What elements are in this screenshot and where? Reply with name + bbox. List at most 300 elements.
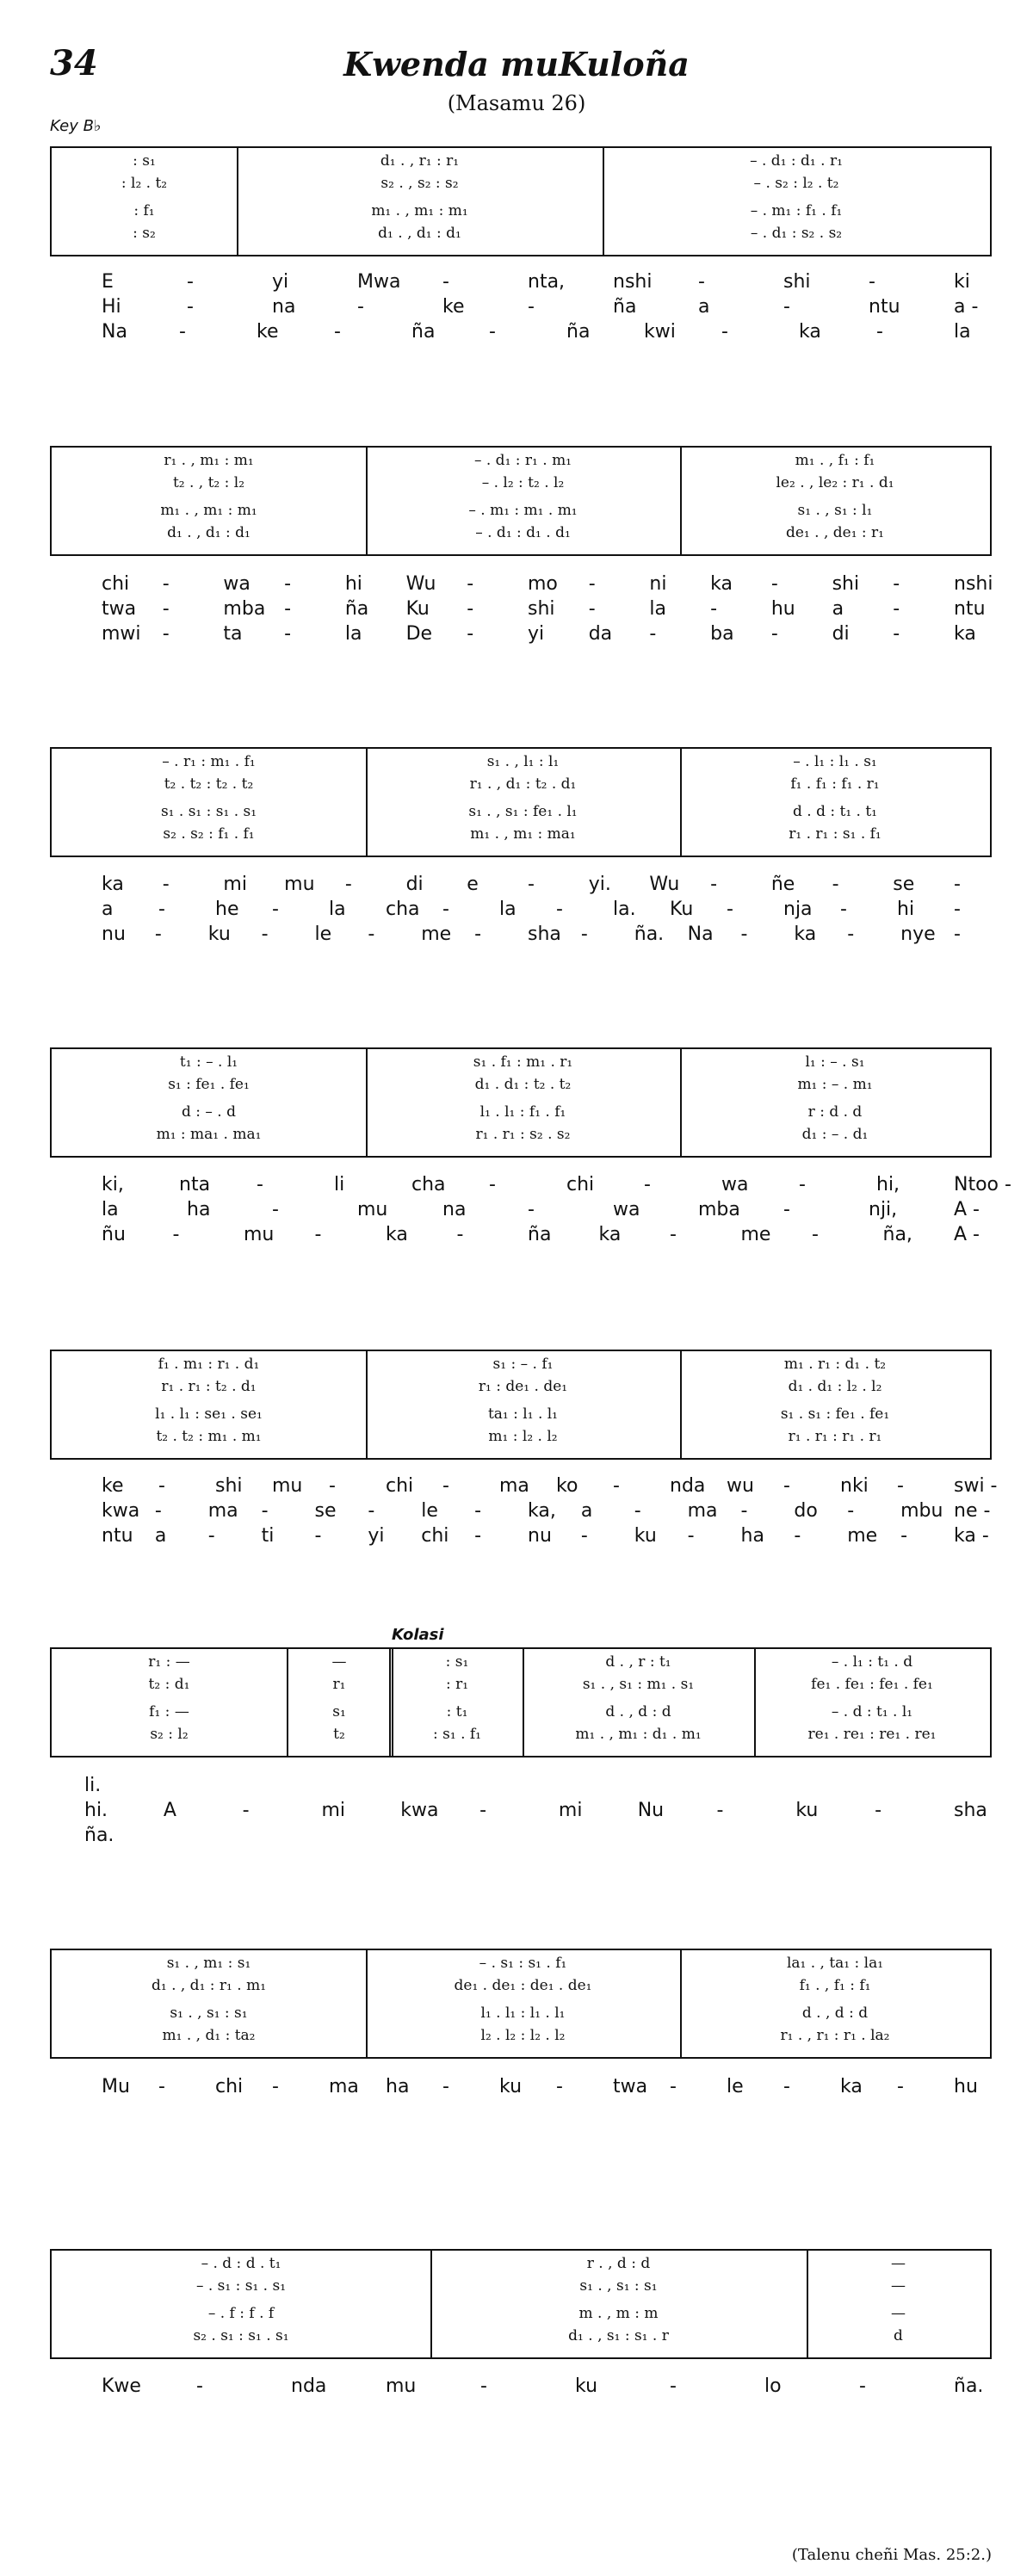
- lyric-syllable: -: [783, 1475, 790, 1497]
- music-system: [50, 1647, 992, 1757]
- lyric-syllable: sha: [528, 924, 561, 945]
- solfa-measure: r₁ : —: [148, 1653, 190, 1671]
- solfa-measure: l₁ : – . s₁: [805, 1053, 865, 1071]
- lyric-line: [50, 294, 992, 319]
- lyric-syllable: wa: [223, 573, 251, 595]
- solfa-measure: s₂ . s₁ : s₁ . s₁: [193, 2327, 289, 2344]
- solfa-measure: r₁: [332, 1676, 346, 1693]
- lyric-syllable: yi: [272, 271, 289, 293]
- lyrics-block: [50, 571, 992, 646]
- lyric-syllable: wu: [727, 1475, 754, 1497]
- lyric-syllable: -: [474, 1525, 482, 1547]
- solfa-measure: s₁ . , s₁ : m₁ . s₁: [582, 1676, 695, 1693]
- solfa-measure: fe₁ . fe₁ : fe₁ . fe₁: [811, 1676, 933, 1693]
- lyric-syllable: -: [716, 1800, 724, 1821]
- lyric-syllable: -: [344, 874, 352, 895]
- solfa-measure: : s₁: [133, 152, 156, 170]
- lyric-syllable: -: [721, 321, 728, 343]
- solfa-measure: de₁ . , de₁ : r₁: [785, 524, 885, 541]
- lyric-syllable: nja: [783, 899, 813, 920]
- lyric-syllable: shi: [832, 573, 860, 595]
- lyric-syllable: he: [215, 899, 239, 920]
- lyric-syllable: -: [196, 2375, 203, 2397]
- lyric-syllable: Na: [102, 321, 127, 343]
- lyric-syllable: ku: [634, 1525, 657, 1547]
- solfa-measure: m₁ . , m₁ : d₁ . m₁: [575, 1726, 702, 1743]
- lyric-syllable: -: [556, 2076, 563, 2097]
- lyric-syllable: -: [859, 2375, 866, 2397]
- lyric-syllable: -: [489, 321, 496, 343]
- lyric-syllable: ntu: [102, 1525, 133, 1547]
- lyric-syllable: shi: [783, 271, 811, 293]
- solfa-measure: m₁ : – . m₁: [797, 1076, 873, 1093]
- lyric-line: [50, 596, 992, 621]
- lyric-syllable: Kwe: [102, 2375, 141, 2397]
- solfa-measure: —: [891, 2305, 906, 2322]
- lyric-syllable: -: [613, 1475, 620, 1497]
- lyric-syllable: twa: [102, 598, 137, 620]
- lyric-syllable: -: [727, 899, 733, 920]
- lyric-syllable: Nu: [637, 1800, 665, 1821]
- lyric-syllable: -: [257, 1174, 263, 1195]
- solfa-measure: le₂ . , le₂ : r₁ . d₁: [776, 474, 894, 491]
- lyric-syllable: -: [528, 1199, 535, 1220]
- lyric-syllable: mu: [272, 1475, 303, 1497]
- lyric-syllable: ka: [598, 1224, 622, 1245]
- chorus-label: Kolasi: [392, 1626, 444, 1644]
- lyric-syllable: ku: [499, 2076, 523, 2097]
- lyric-syllable: mba: [223, 598, 266, 620]
- solfa-measure: r₁ . r₁ : r₁ . r₁: [788, 1428, 882, 1445]
- lyric-syllable: hi: [897, 899, 915, 920]
- solfa-measure: s₂ . , s₂ : s₂: [380, 175, 459, 192]
- solfa-measure: – . f : f . f: [207, 2305, 275, 2322]
- lyric-syllable: ka: [794, 924, 817, 945]
- lyric-syllable: -: [580, 1525, 588, 1547]
- solfa-measure: – . d₁ : d₁ . d₁: [475, 524, 571, 541]
- lyric-syllable: -: [893, 573, 900, 595]
- solfa-measure: – . d : t₁ . l₁: [831, 1703, 913, 1720]
- solfa-measure: d₁ : – . d₁: [801, 1126, 869, 1143]
- lyric-syllable: -: [261, 924, 269, 945]
- lyric-syllable: A -: [954, 1224, 980, 1245]
- lyric-syllable: ña.: [634, 924, 665, 945]
- lyric-syllable: li.: [84, 1775, 102, 1796]
- lyric-syllable: yi.: [588, 874, 611, 895]
- lyric-syllable: Ku: [405, 598, 430, 620]
- lyric-syllable: -: [272, 899, 279, 920]
- lyric-syllable: A: [163, 1800, 176, 1821]
- lyrics-block: [50, 1473, 998, 1548]
- solfa-measure: – . m₁ : m₁ . m₁: [468, 502, 578, 519]
- lyric-syllable: twa: [613, 2076, 648, 2097]
- lyric-syllable: me: [847, 1525, 878, 1547]
- solfa-measure: : t₁: [446, 1703, 468, 1720]
- lyric-syllable: do: [794, 1500, 818, 1522]
- lyric-syllable: ñe: [770, 874, 795, 895]
- lyric-syllable: -: [368, 924, 375, 945]
- lyric-syllable: -: [556, 899, 563, 920]
- lyric-syllable: -: [162, 573, 170, 595]
- lyric-syllable: -: [158, 2076, 165, 2097]
- solfa-measure: – . s₁ : s₁ . s₁: [195, 2277, 287, 2295]
- lyric-syllable: -: [644, 1174, 651, 1195]
- lyric-syllable: -: [368, 1500, 375, 1522]
- solfa-measure: s₁ . , m₁ : s₁: [166, 1955, 251, 1972]
- lyric-syllable: -: [272, 2076, 279, 2097]
- lyric-syllable: -: [840, 899, 847, 920]
- lyrics-block: [50, 2074, 992, 2099]
- lyric-syllable: -: [474, 1500, 482, 1522]
- lyric-syllable: -: [770, 623, 778, 645]
- solfa-measure: —: [891, 2255, 906, 2272]
- lyric-syllable: -: [783, 2076, 790, 2097]
- lyric-syllable: Wu: [405, 573, 436, 595]
- lyric-syllable: -: [812, 1224, 819, 1245]
- solfa-measure: t₂ : d₁: [148, 1676, 190, 1693]
- lyric-syllable: -: [284, 598, 292, 620]
- lyric-line: [50, 897, 992, 922]
- music-system: [50, 2249, 992, 2359]
- solfa-measure: s₂ . s₂ : f₁ . f₁: [163, 825, 255, 843]
- lyric-syllable: kwa: [102, 1500, 140, 1522]
- lyric-syllable: -: [442, 899, 449, 920]
- lyric-syllable: ke: [442, 296, 465, 318]
- lyric-syllable: le: [314, 924, 332, 945]
- solfa-measure: r₁ . r₁ : s₁ . f₁: [789, 825, 881, 843]
- solfa-measure: l₁ . l₁ : se₁ . se₁: [155, 1405, 263, 1423]
- lyric-syllable: -: [897, 1475, 904, 1497]
- lyric-syllable: ha: [187, 1199, 211, 1220]
- lyric-syllable: -: [162, 598, 170, 620]
- solfa-measure: – . d₁ : s₂ . s₂: [750, 225, 843, 242]
- lyric-syllable: Ntoo -: [954, 1174, 1011, 1195]
- lyric-syllable: -: [528, 296, 535, 318]
- lyric-syllable: nshi: [613, 271, 653, 293]
- lyric-syllable: -: [467, 598, 474, 620]
- lyric-syllable: E: [102, 271, 114, 293]
- lyric-syllable: mi: [223, 874, 247, 895]
- lyric-syllable: Na: [687, 924, 714, 945]
- lyric-syllable: De: [405, 623, 433, 645]
- lyric-syllable: nta,: [528, 271, 566, 293]
- solfa-measure: – . r₁ : m₁ . f₁: [162, 753, 256, 770]
- tonic-solfa-notation: [52, 2251, 990, 2357]
- lyric-syllable: -: [314, 1224, 322, 1245]
- tonic-solfa-notation: [52, 1049, 990, 1156]
- solfa-measure: – . m₁ : f₁ . f₁: [750, 202, 843, 219]
- lyric-syllable: ma: [207, 1500, 238, 1522]
- solfa-measure: : s₁: [445, 1653, 469, 1671]
- lyric-syllable: -: [154, 1500, 162, 1522]
- lyric-syllable: -: [314, 1525, 322, 1547]
- solfa-measure: l₁ . l₁ : f₁ . f₁: [479, 1103, 566, 1121]
- key-signature: Key B♭: [50, 117, 102, 135]
- lyric-syllable: -: [284, 623, 292, 645]
- solfa-measure: d : – . d: [181, 1103, 237, 1121]
- solfa-measure: – . l₂ : t₂ . l₂: [481, 474, 565, 491]
- music-system: [50, 1350, 992, 1460]
- lyric-syllable: swi -: [954, 1475, 998, 1497]
- lyric-line: [50, 1222, 992, 1247]
- lyric-line: [50, 872, 992, 897]
- lyric-syllable: cha: [386, 899, 420, 920]
- lyric-syllable: -: [770, 573, 778, 595]
- lyric-syllable: ñu: [102, 1224, 126, 1245]
- lyric-syllable: ha: [386, 2076, 410, 2097]
- solfa-measure: m₁ . , m₁ : m₁: [160, 502, 257, 519]
- lyric-syllable: se: [314, 1500, 337, 1522]
- page-number: 34: [50, 43, 98, 83]
- music-system: [50, 747, 992, 857]
- solfa-measure: d₁ . , d₁ : d₁: [167, 524, 251, 541]
- lyric-syllable: da: [588, 623, 613, 645]
- lyric-syllable: ña,: [882, 1224, 912, 1245]
- lyric-line: [50, 621, 992, 646]
- lyric-syllable: -: [710, 598, 718, 620]
- lyric-syllable: ntu: [869, 296, 900, 318]
- hymn-subtitle: (Masamu 26): [447, 91, 586, 115]
- lyric-syllable: ku: [207, 924, 231, 945]
- lyric-syllable: mo: [528, 573, 558, 595]
- solfa-measure: : r₁: [445, 1676, 469, 1693]
- lyric-syllable: lo: [764, 2375, 782, 2397]
- lyric-syllable: ka,: [528, 1500, 556, 1522]
- solfa-measure: m₁ . , m₁ : ma₁: [470, 825, 576, 843]
- lyric-syllable: -: [528, 874, 535, 895]
- lyric-syllable: -: [634, 1500, 641, 1522]
- solfa-measure: f₁ : —: [149, 1703, 189, 1720]
- lyric-syllable: -: [588, 573, 596, 595]
- hymn-title: Kwenda muKuloña: [343, 45, 690, 83]
- solfa-measure: d₁ . , r₁ : r₁: [380, 152, 460, 170]
- lyrics-block: [50, 2374, 992, 2399]
- lyric-syllable: -: [479, 1800, 487, 1821]
- solfa-measure: : s₂: [133, 225, 156, 242]
- lyric-syllable: chi: [421, 1525, 449, 1547]
- tonic-solfa-notation: [52, 1950, 990, 2057]
- lyric-syllable: a: [580, 1500, 593, 1522]
- solfa-measure: – . s₂ : l₂ . t₂: [753, 175, 839, 192]
- lyric-syllable: yi: [528, 623, 545, 645]
- solfa-measure: : f₁: [133, 202, 155, 219]
- lyric-syllable: me: [421, 924, 452, 945]
- lyric-syllable: shi: [215, 1475, 243, 1497]
- lyric-syllable: yi: [368, 1525, 385, 1547]
- solfa-measure: —: [891, 2277, 906, 2295]
- lyric-syllable: la: [102, 1199, 119, 1220]
- lyric-syllable: -: [467, 573, 474, 595]
- lyric-syllable: -: [158, 899, 165, 920]
- solfa-measure: s₁ . s₁ : s₁ . s₁: [160, 803, 257, 820]
- lyric-syllable: ta: [223, 623, 243, 645]
- lyric-syllable: Mu: [102, 2076, 130, 2097]
- tonic-solfa-notation: [52, 1351, 990, 1458]
- solfa-measure: d₁ . , s₁ : s₁ . r: [568, 2327, 669, 2344]
- lyric-syllable: -: [334, 321, 341, 343]
- lyric-syllable: a: [102, 899, 114, 920]
- lyric-syllable: ki,: [102, 1174, 124, 1195]
- lyric-syllable: shi: [528, 598, 555, 620]
- solfa-measure: re₁ . re₁ : re₁ . re₁: [807, 1726, 937, 1743]
- lyric-syllable: -: [900, 1525, 908, 1547]
- lyric-syllable: -: [172, 1224, 180, 1245]
- solfa-measure: r₁ . r₁ : s₂ . s₂: [475, 1126, 571, 1143]
- lyric-syllable: mu: [244, 1224, 275, 1245]
- lyric-syllable: ña: [528, 1224, 552, 1245]
- lyric-syllable: -: [893, 598, 900, 620]
- lyric-syllable: -: [158, 1475, 165, 1497]
- lyric-syllable: -: [207, 1525, 215, 1547]
- lyric-syllable: -: [783, 1199, 790, 1220]
- lyric-syllable: -: [442, 2076, 449, 2097]
- lyric-line: [50, 2374, 992, 2399]
- lyric-syllable: mu: [284, 874, 315, 895]
- solfa-measure: m₁ . , m₁ : m₁: [371, 202, 468, 219]
- lyric-syllable: ka: [799, 321, 821, 343]
- music-system: [50, 146, 992, 256]
- lyric-syllable: ka -: [954, 1525, 989, 1547]
- solfa-measure: d: [894, 2327, 903, 2344]
- lyric-syllable: ña.: [84, 1825, 114, 1846]
- solfa-measure: s₁ . , s₁ : fe₁ . l₁: [468, 803, 578, 820]
- lyric-syllable: ke: [257, 321, 279, 343]
- tonic-solfa-notation: [52, 749, 990, 856]
- lyric-syllable: di: [405, 874, 424, 895]
- lyric-syllable: -: [480, 2375, 487, 2397]
- solfa-measure: t₂ . t₂ : t₂ . t₂: [164, 775, 254, 793]
- lyric-line: [50, 269, 992, 294]
- lyric-syllable: -: [649, 623, 657, 645]
- lyric-syllable: -: [687, 1525, 695, 1547]
- lyric-syllable: -: [588, 598, 596, 620]
- lyric-syllable: -: [875, 1800, 882, 1821]
- music-system: [50, 1949, 992, 2059]
- solfa-measure: : s₁ . f₁: [433, 1726, 481, 1743]
- lyric-syllable: mu: [386, 2375, 417, 2397]
- solfa-measure: f₁ . m₁ : r₁ . d₁: [158, 1356, 260, 1373]
- lyric-syllable: Wu: [649, 874, 680, 895]
- lyric-syllable: A -: [954, 1199, 980, 1220]
- solfa-measure: – . l₁ : l₁ . s₁: [793, 753, 877, 770]
- lyric-syllable: nta: [179, 1174, 211, 1195]
- lyric-syllable: -: [442, 1475, 449, 1497]
- lyric-syllable: -: [272, 1199, 279, 1220]
- lyric-syllable: la: [649, 598, 667, 620]
- tonic-solfa-notation: [52, 1649, 990, 1756]
- solfa-measure: r₁ . , d₁ : t₂ . d₁: [469, 775, 577, 793]
- lyric-syllable: mbu: [900, 1500, 943, 1522]
- solfa-measure: – . l₁ : t₁ . d: [831, 1653, 913, 1671]
- solfa-measure: de₁ . de₁ : de₁ . de₁: [454, 1977, 592, 1994]
- lyric-syllable: nye: [900, 924, 936, 945]
- lyric-syllable: la: [954, 321, 971, 343]
- lyric-syllable: a -: [954, 296, 979, 318]
- solfa-measure: m₁ . , d₁ : ta₂: [162, 2027, 256, 2044]
- lyric-syllable: -: [442, 271, 449, 293]
- solfa-measure: m₁ : ma₁ . ma₁: [156, 1126, 262, 1143]
- lyric-syllable: ka: [386, 1224, 408, 1245]
- lyric-syllable: ku: [795, 1800, 819, 1821]
- solfa-measure: d₁ . , d₁ : d₁: [378, 225, 461, 242]
- lyric-syllable: la: [329, 899, 346, 920]
- lyric-line: [50, 1523, 992, 1548]
- lyric-syllable: -: [794, 1525, 801, 1547]
- lyric-syllable: chi: [215, 2076, 244, 2097]
- lyric-syllable: la: [499, 899, 516, 920]
- solfa-measure: r₁ . , r₁ : r₁ . la₂: [780, 2027, 890, 2044]
- lyric-syllable: -: [474, 924, 482, 945]
- lyric-syllable: ka: [102, 874, 124, 895]
- lyric-syllable: ka: [710, 573, 733, 595]
- solfa-measure: r₁ . r₁ : t₂ . d₁: [161, 1378, 257, 1395]
- lyric-syllable: mi: [558, 1800, 583, 1821]
- lyric-syllable: -: [329, 1475, 336, 1497]
- lyric-syllable: ña: [411, 321, 436, 343]
- solfa-measure: l₁ . l₁ : l₁ . l₁: [480, 2005, 566, 2022]
- lyric-syllable: -: [162, 623, 170, 645]
- lyric-syllable: ha: [740, 1525, 764, 1547]
- lyric-syllable: -: [489, 1174, 496, 1195]
- lyric-syllable: -: [187, 296, 194, 318]
- lyric-syllable: la.: [613, 899, 636, 920]
- lyric-syllable: ko: [556, 1475, 578, 1497]
- lyric-syllable: -: [740, 924, 748, 945]
- lyric-syllable: -: [783, 296, 790, 318]
- lyric-syllable: me: [740, 1224, 771, 1245]
- solfa-measure: r₁ : de₁ . de₁: [478, 1378, 568, 1395]
- lyric-syllable: cha: [411, 1174, 446, 1195]
- lyrics-block: [50, 872, 992, 947]
- solfa-measure: m . , m : m: [578, 2305, 659, 2322]
- lyric-syllable: -: [467, 623, 474, 645]
- lyric-syllable: kwa: [400, 1800, 439, 1821]
- lyric-syllable: -: [893, 623, 900, 645]
- lyric-syllable: mi: [321, 1800, 345, 1821]
- lyric-syllable: a: [698, 296, 710, 318]
- lyric-syllable: -: [242, 1800, 250, 1821]
- solfa-measure: s₁ . f₁ : m₁ . r₁: [473, 1053, 573, 1071]
- lyric-syllable: mba: [698, 1199, 740, 1220]
- solfa-measure: f₁ . , f₁ : f₁: [799, 1977, 871, 1994]
- lyric-line: [50, 2074, 992, 2099]
- lyric-syllable: sha: [954, 1800, 987, 1821]
- lyric-syllable: nji,: [869, 1199, 898, 1220]
- lyric-syllable: chi: [566, 1174, 595, 1195]
- solfa-measure: t₂: [333, 1726, 345, 1743]
- lyric-syllable: -: [154, 924, 162, 945]
- music-system: [50, 1047, 992, 1158]
- lyric-syllable: ma: [499, 1475, 529, 1497]
- lyric-syllable: mu: [357, 1199, 388, 1220]
- solfa-measure: l₂ . l₂ : l₂ . l₂: [480, 2027, 566, 2044]
- lyric-syllable: nu: [528, 1525, 552, 1547]
- lyric-syllable: -: [869, 271, 875, 293]
- lyric-line: [50, 571, 992, 596]
- solfa-measure: s₁ : fe₁ . fe₁: [168, 1076, 250, 1093]
- lyric-syllable: na: [272, 296, 296, 318]
- lyric-syllable: -: [876, 321, 883, 343]
- solfa-measure: s₁: [332, 1703, 346, 1720]
- solfa-measure: s₁ . , s₁ : s₁: [170, 2005, 248, 2022]
- lyric-syllable: le: [727, 2076, 744, 2097]
- lyric-syllable: Hi: [102, 296, 121, 318]
- solfa-measure: r₁ . , m₁ : m₁: [164, 452, 254, 469]
- lyric-syllable: le: [421, 1500, 438, 1522]
- lyric-line: [50, 1197, 992, 1222]
- lyric-syllable: ña: [613, 296, 637, 318]
- solfa-measure: s₁ . , s₁ : s₁: [579, 2277, 658, 2295]
